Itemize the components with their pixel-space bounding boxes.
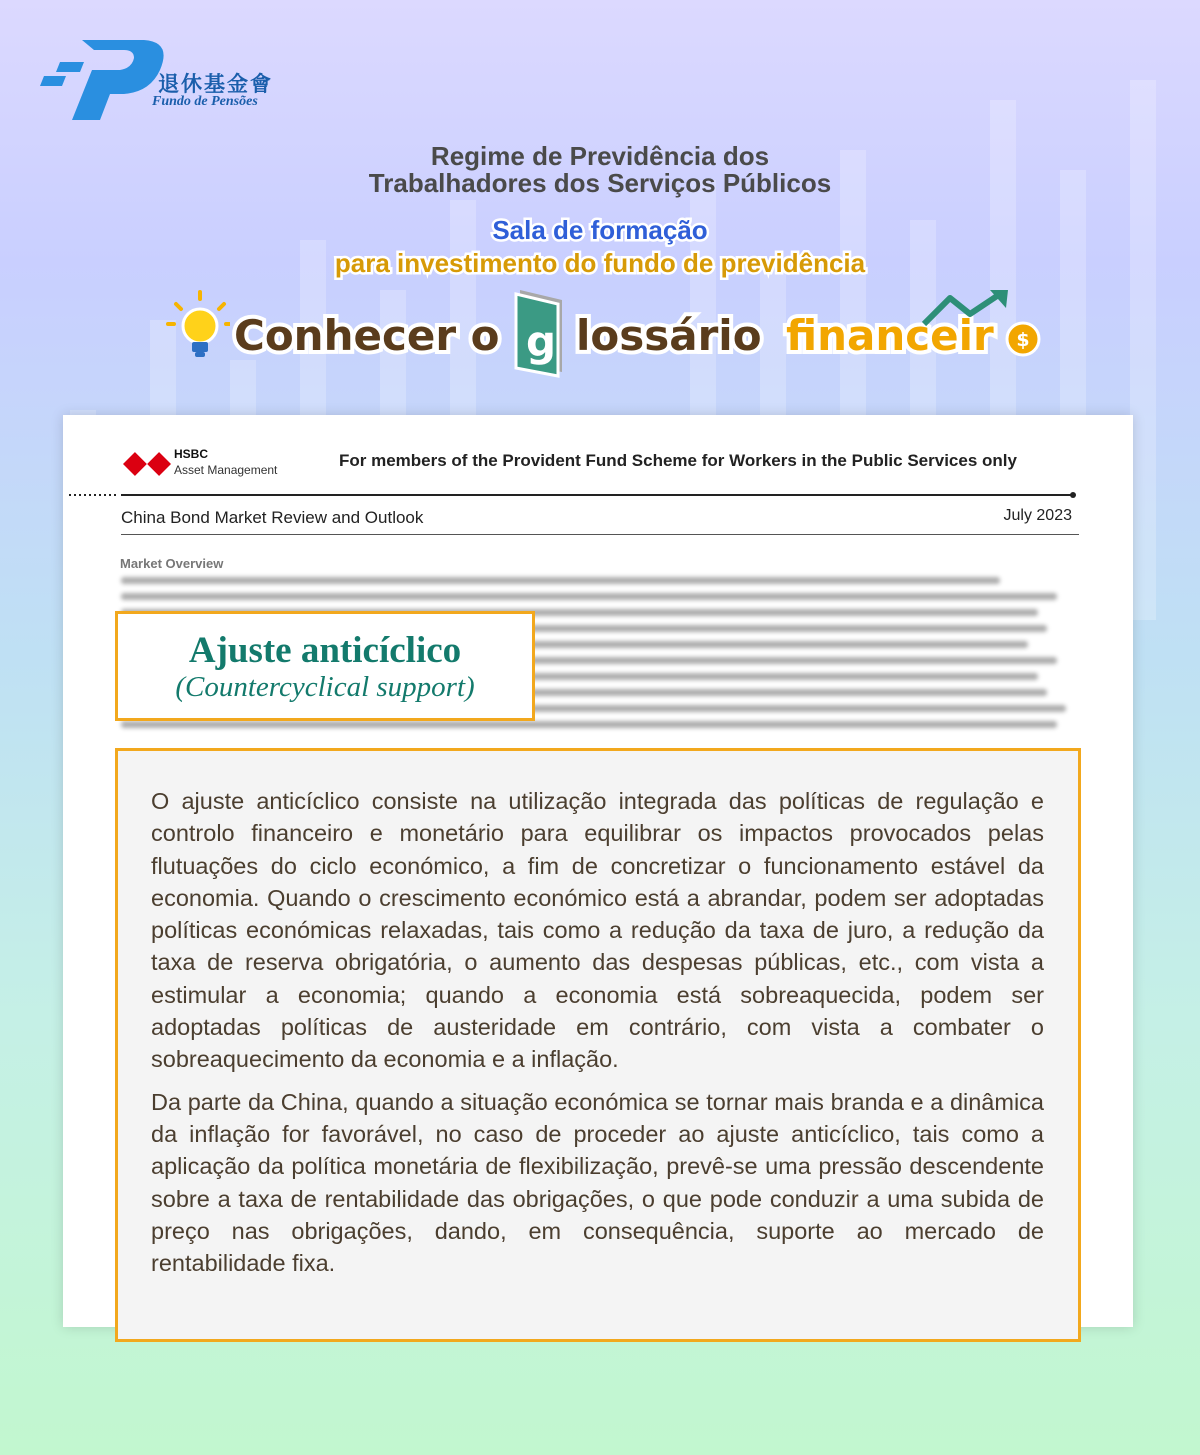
heading-line-2: Trabalhadores dos Serviços Públicos xyxy=(368,168,832,198)
banner-text-part4: financeir xyxy=(786,311,994,360)
glossary-banner xyxy=(160,290,1060,390)
banner-text-part3: lossário xyxy=(576,311,762,360)
coin-icon xyxy=(1004,320,1042,358)
growth-arrow-icon xyxy=(920,288,1010,328)
document-page xyxy=(63,415,1133,1327)
hsbc-brand-subtitle: Asset Management xyxy=(174,463,278,477)
header-divider xyxy=(69,491,1077,499)
document-date: July 2023 xyxy=(1003,507,1072,524)
title-divider xyxy=(121,534,1079,535)
hsbc-brand-name: HSBC xyxy=(174,447,209,461)
subtitle-line-2: para investimento do fundo de previdência xyxy=(334,248,866,278)
banner-text-part2: g xyxy=(526,317,557,366)
term-box xyxy=(115,611,535,721)
heading-line-1: Regime de Previdência dos xyxy=(430,141,770,171)
document-title: China Bond Market Review and Outlook xyxy=(121,508,424,527)
logo-chinese-text: 退休基金會 xyxy=(158,71,273,96)
logo-portuguese-text: Fundo de Pensões xyxy=(152,94,258,109)
section-heading: Market Overview xyxy=(120,556,224,571)
banner-text-part1: Conhecer o xyxy=(234,311,500,360)
svg-text:$: $ xyxy=(1016,329,1030,351)
definition-paragraph-1: O ajuste anticíclico consiste na utilização integrada das políticas de regulação e controlo financeiro e monetário para equilibrar os impactos provocados pelas flutuações do ciclo económico, a fim de concretizar o funcionamento estável da economia. Quando o crescimento económico está a abrandar, podem ser adoptadas políticas económicas relaxadas, tais como a redução da taxa de juro, a redução da taxa de reserva obrigatória, o aumento das despesas públicas, etc., com vista a estimular a economia; quando a economia está sobreaquecida, podem ser adoptadas políticas de austeridade em contrário, com vista a combater o sobreaquecimento da economia e a inflação. xyxy=(151,788,1044,1073)
definition-box xyxy=(115,748,1081,1342)
hsbc-hexagon-logo xyxy=(123,449,171,479)
definition-paragraph-2: Da parte da China, quando a situação económica se tornar mais branda e a dinâmica da inflação for favorável, no caso de proceder ao ajuste anticíclico, tais como a aplicação da política monetária de flexibilização, prevê-se uma pressão descendente sobre a taxa de rentabilidade das obrigações, o que pode conduzir a uma subida de preço nas obrigações, dando, em consequência, suporte ao mercado de rentabilidade fixa. xyxy=(151,1088,1044,1277)
subtitle-line-1: Sala de formação xyxy=(492,215,708,245)
members-note: For members of the Provident Fund Scheme for Workers in the Public Services only xyxy=(339,451,1017,470)
term-english: (Countercyclical support) xyxy=(175,671,475,703)
lightbulb-icon xyxy=(166,290,230,360)
term-title: Ajuste anticíclico xyxy=(188,630,462,671)
